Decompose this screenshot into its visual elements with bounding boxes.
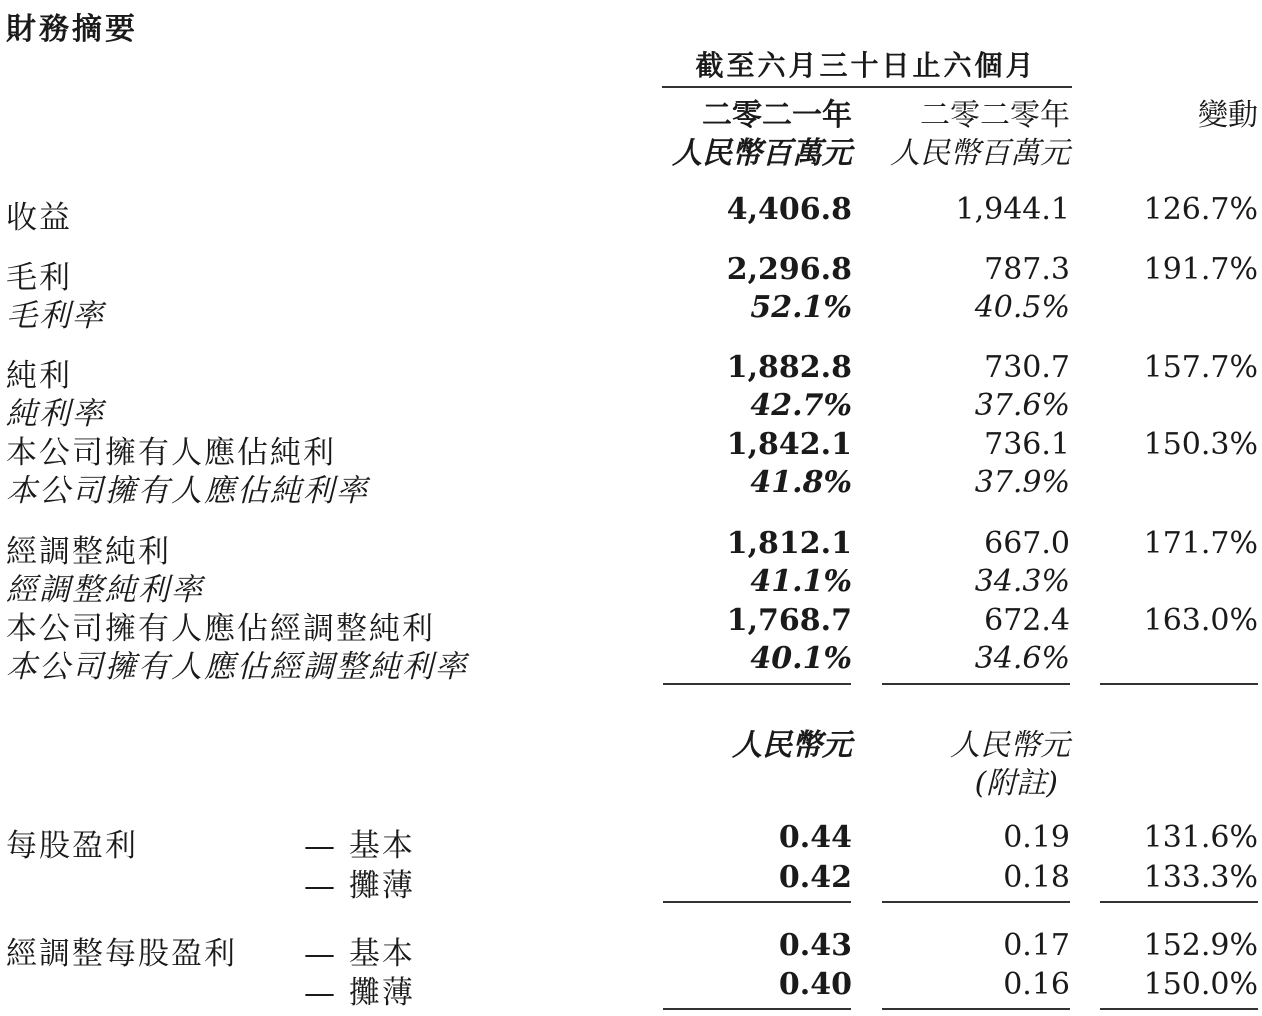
row-value-2021: 42.7%	[750, 388, 852, 423]
eps-col2-rule	[882, 901, 1070, 903]
eps-col1-unit-header: 人民幣元	[732, 728, 852, 763]
eps-value-2020: 0.19	[1003, 820, 1070, 855]
row-label: 本公司擁有人應佔經調整純利	[6, 611, 435, 647]
eps-sublabel: — 基本	[304, 828, 415, 864]
row-value-2020: 667.0	[984, 526, 1070, 561]
row-value-change: 126.7%	[1143, 192, 1258, 227]
page-title: 財務摘要	[6, 12, 138, 47]
row-label: 本公司擁有人應佔純利	[6, 435, 336, 471]
row-value-2020: 37.9%	[974, 465, 1070, 500]
eps-value-2020: 0.18	[1003, 860, 1070, 895]
eps-col1-rule	[663, 901, 851, 903]
row-value-2021: 41.1%	[750, 564, 852, 599]
row-value-2021: 1,768.7	[726, 603, 852, 638]
row-value-2021: 52.1%	[750, 290, 852, 325]
col2-unit-header: 人民幣百萬元	[890, 136, 1070, 171]
eps-value-2021: 0.43	[778, 928, 852, 963]
row-label: 毛利	[6, 260, 72, 296]
row-label: 本公司擁有人應佔純利率	[6, 473, 369, 509]
row-value-2020: 787.3	[984, 252, 1070, 287]
eps-value-2021: 0.44	[778, 820, 852, 855]
eps-label: 每股盈利	[6, 828, 138, 864]
row-value-change: 157.7%	[1143, 350, 1258, 385]
eps-value-change: 150.0%	[1143, 967, 1258, 1002]
eps-col2-unit-header: 人民幣元	[950, 728, 1070, 763]
row-value-2020: 34.3%	[974, 564, 1070, 599]
eps-value-change: 152.9%	[1143, 928, 1258, 963]
eps-label: 經調整每股盈利	[6, 936, 237, 972]
row-label: 經調整純利率	[6, 572, 204, 608]
row-value-change: 163.0%	[1143, 603, 1258, 638]
row-value-2020: 40.5%	[974, 290, 1070, 325]
eps-value-2021: 0.40	[778, 967, 852, 1002]
eps-col2-note: (附註)	[974, 766, 1058, 801]
eps-value-2020: 0.17	[1003, 928, 1070, 963]
col2-year-header: 二零二零年	[920, 98, 1070, 133]
row-value-2020: 672.4	[984, 603, 1070, 638]
eps-col3-rule	[1100, 901, 1258, 903]
col3-change-header: 變動	[1198, 98, 1258, 133]
row-value-2020: 736.1	[984, 427, 1070, 462]
row-label: 收益	[6, 200, 72, 236]
eps-value-2020: 0.16	[1003, 967, 1070, 1002]
period-rule	[662, 86, 1072, 88]
row-value-change: 150.3%	[1143, 427, 1258, 462]
row-value-2021: 41.8%	[750, 465, 852, 500]
eps-value-change: 131.6%	[1143, 820, 1258, 855]
col1-unit-header: 人民幣百萬元	[672, 136, 852, 171]
eps-col2-bottom-rule	[882, 1008, 1070, 1010]
eps-sublabel: — 攤薄	[304, 975, 415, 1011]
row-label: 純利率	[6, 396, 105, 432]
col3-section-rule	[1100, 683, 1258, 685]
eps-value-change: 133.3%	[1143, 860, 1258, 895]
col1-year-header: 二零二一年	[702, 98, 852, 133]
row-value-2021: 1,882.8	[726, 350, 852, 385]
row-value-2021: 2,296.8	[726, 252, 852, 287]
row-value-change: 171.7%	[1143, 526, 1258, 561]
period-header: 截至六月三十日止六個月	[695, 49, 1037, 82]
eps-value-2021: 0.42	[778, 860, 852, 895]
row-value-2021: 4,406.8	[726, 192, 852, 227]
eps-sublabel: — 基本	[304, 936, 415, 972]
row-value-change: 191.7%	[1143, 252, 1258, 287]
row-value-2020: 730.7	[984, 350, 1070, 385]
row-label: 毛利率	[6, 298, 105, 334]
row-value-2020: 37.6%	[974, 388, 1070, 423]
eps-col1-bottom-rule	[663, 1008, 851, 1010]
row-value-2020: 1,944.1	[955, 192, 1070, 227]
eps-col3-bottom-rule	[1100, 1008, 1258, 1010]
row-value-2021: 1,812.1	[726, 526, 852, 561]
row-label: 經調整純利	[6, 534, 171, 570]
col1-section-rule	[663, 683, 851, 685]
row-label: 純利	[6, 358, 72, 394]
row-value-2021: 40.1%	[750, 641, 852, 676]
row-value-2020: 34.6%	[974, 641, 1070, 676]
col2-section-rule	[882, 683, 1070, 685]
row-label: 本公司擁有人應佔經調整純利率	[6, 649, 468, 685]
row-value-2021: 1,842.1	[726, 427, 852, 462]
eps-sublabel: — 攤薄	[304, 868, 415, 904]
